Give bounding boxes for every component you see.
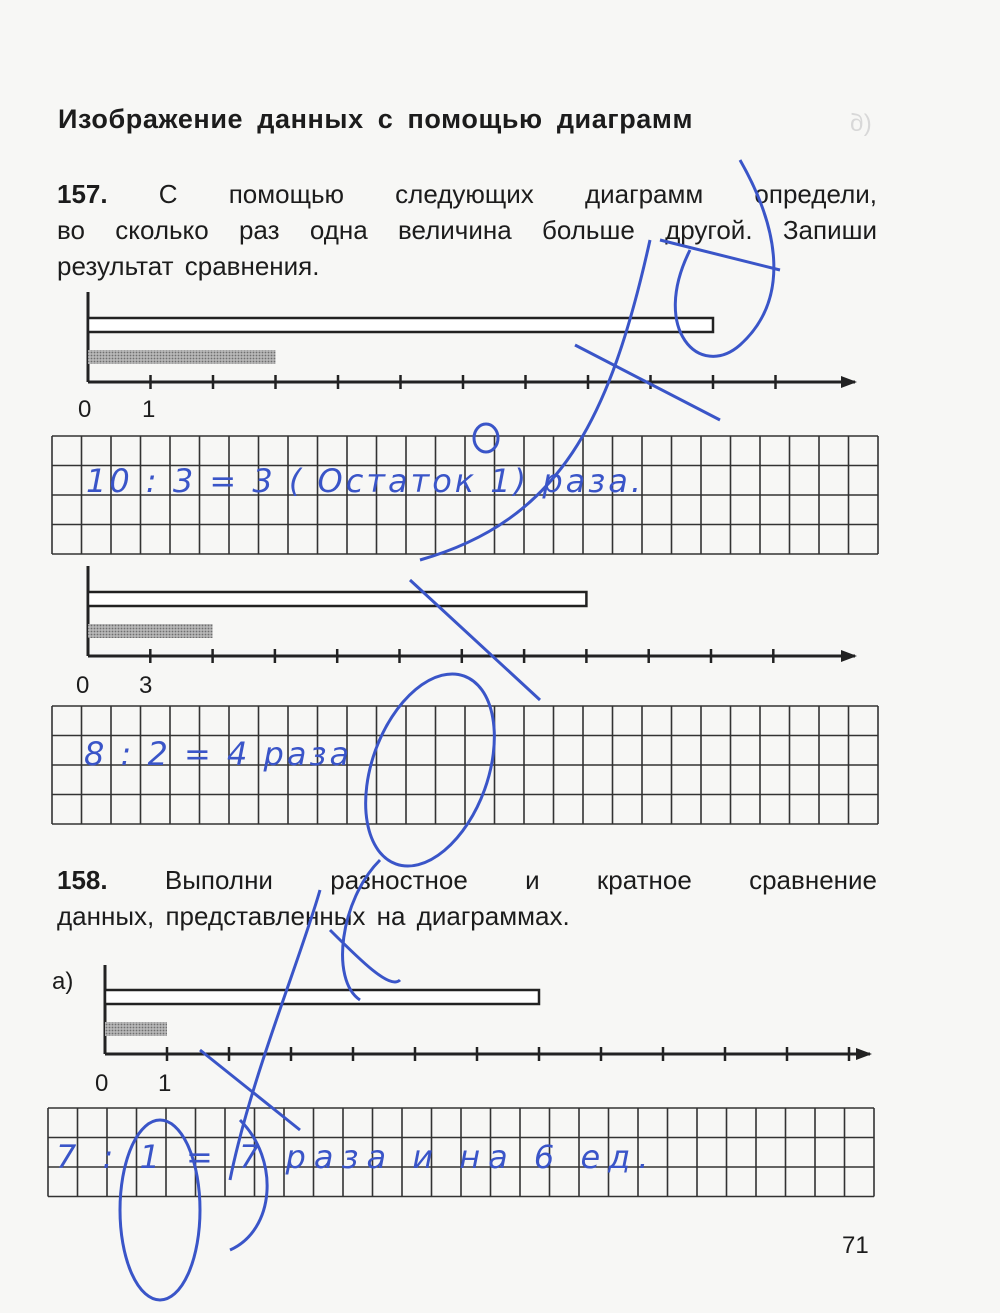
task-158-line-2: данных, представленных на диаграммах. bbox=[57, 901, 570, 931]
diagram-2-axis-arrow bbox=[841, 650, 857, 662]
diagram-3-axis-arrow bbox=[856, 1048, 872, 1060]
task-157-line-2: во сколько раз одна величина больше другой. Запиши bbox=[57, 215, 877, 245]
d2-tick-0: 0 bbox=[76, 672, 90, 699]
diagram-2-bar-white bbox=[88, 592, 586, 606]
d1-tick-1: 1 bbox=[142, 396, 156, 423]
page-number: 71 bbox=[842, 1232, 869, 1259]
d1-tick-0: 0 bbox=[78, 396, 92, 423]
section-title: Изображение данных с помощью диаграмм bbox=[58, 104, 694, 134]
task-157-line-1: С помощью следующих диаграмм определи, bbox=[158, 179, 877, 209]
show-through-text: (б bbox=[850, 110, 872, 137]
ink-big-oval bbox=[341, 656, 518, 884]
diagram-1-axis-arrow bbox=[841, 376, 857, 388]
diagram-1-bar-white bbox=[88, 318, 713, 332]
d3-tick-1: 1 bbox=[158, 1070, 172, 1097]
answer-158-a: 7 : 1 = 7 раза и на 6 ед. bbox=[56, 1138, 657, 1176]
ink-lower-strokes bbox=[230, 860, 400, 1180]
task-158-number: 158. bbox=[57, 865, 108, 895]
d3-tick-0: 0 bbox=[95, 1070, 109, 1097]
diagram-2-bar-shaded bbox=[88, 624, 213, 638]
diagram-1-bar-shaded bbox=[88, 350, 276, 364]
d2-tick-1: 3 bbox=[139, 672, 153, 699]
answer-157-2: 8 : 2 = 4 раза bbox=[84, 735, 353, 773]
task-157-line-3: результат сравнения. bbox=[57, 251, 320, 281]
part-a-label: а) bbox=[52, 968, 74, 995]
diagram-3-bar-white bbox=[105, 990, 539, 1004]
diagram-3-bar-shaded bbox=[105, 1022, 167, 1036]
answer-157-1: 10 : 3 = 3 ( Остаток 1) раза. bbox=[86, 462, 645, 500]
task-157-number: 157. bbox=[57, 179, 108, 209]
task-158-line-1: Выполни разностное и кратное сравнение bbox=[164, 865, 877, 895]
